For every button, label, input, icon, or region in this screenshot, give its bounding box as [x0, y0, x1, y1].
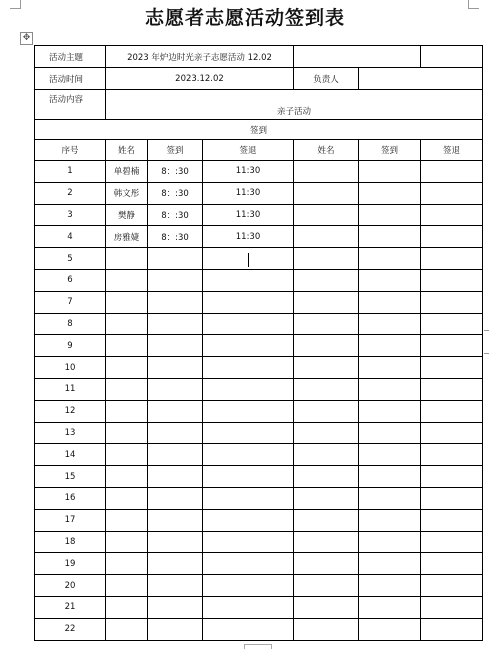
- cell-sign-out-1[interactable]: [203, 575, 294, 597]
- cell-seq: 7: [35, 291, 106, 313]
- cell-sign-out-1[interactable]: [203, 269, 294, 291]
- cell-sign-in-1[interactable]: [148, 378, 203, 400]
- cell-sign-out-2[interactable]: [421, 161, 483, 183]
- cell-sign-in-1[interactable]: [148, 531, 203, 553]
- cell-sign-out-2[interactable]: [421, 226, 483, 248]
- cell-sign-in-2[interactable]: [359, 291, 421, 313]
- cell-seq: 2: [35, 182, 106, 204]
- ruler-mark: [484, 353, 489, 354]
- table-row: [35, 575, 483, 597]
- cell-sign-out-1[interactable]: [203, 378, 294, 400]
- document-title: 志愿者志愿活动签到表: [144, 7, 345, 29]
- cell-sign-in-1[interactable]: [148, 291, 203, 313]
- cell-name-2[interactable]: [294, 161, 359, 183]
- cell-sign-in-1[interactable]: [148, 466, 203, 488]
- table-row: [35, 313, 483, 335]
- cell-seq: 17: [35, 509, 106, 531]
- cell-sign-out-2[interactable]: [421, 357, 483, 379]
- cell-sign-in-2[interactable]: [359, 313, 421, 335]
- table-row: [35, 335, 483, 357]
- theme-value[interactable]: 2023 年炉边时光亲子志愿活动 12.02: [106, 46, 294, 68]
- table-row: [35, 291, 483, 313]
- cell-sign-in-2[interactable]: [359, 269, 421, 291]
- cell-sign-in-2[interactable]: [359, 226, 421, 248]
- cell-name-2[interactable]: [294, 422, 359, 444]
- cell-name-1[interactable]: 单碧楠: [106, 161, 148, 183]
- cell-seq: 13: [35, 422, 106, 444]
- cell-sign-in-2[interactable]: [359, 509, 421, 531]
- cell-sign-in-1[interactable]: [148, 596, 203, 618]
- cell-sign-in-2[interactable]: [359, 248, 421, 270]
- table-row: [35, 226, 483, 248]
- cell-sign-out-1[interactable]: [203, 400, 294, 422]
- cell-seq: 8: [35, 313, 106, 335]
- cell-sign-in-1[interactable]: [148, 269, 203, 291]
- cell-name-1[interactable]: 樊静: [106, 204, 148, 226]
- cell-name-1[interactable]: [106, 618, 148, 640]
- cell-sign-in-1[interactable]: [148, 313, 203, 335]
- sign-header-row: [35, 120, 483, 140]
- text-cursor: [248, 253, 249, 267]
- theme-extra-cell[interactable]: [294, 46, 421, 68]
- cell-sign-in-2[interactable]: [359, 335, 421, 357]
- cell-sign-out-2[interactable]: [421, 466, 483, 488]
- cell-sign-out-1[interactable]: [203, 466, 294, 488]
- table-row: [35, 357, 483, 379]
- table-row: [35, 422, 483, 444]
- cell-sign-out-2[interactable]: [421, 487, 483, 509]
- leader-value[interactable]: [359, 68, 483, 90]
- cell-sign-out-2[interactable]: [421, 509, 483, 531]
- cell-sign-out-2[interactable]: [421, 182, 483, 204]
- cell-sign-out-1[interactable]: [203, 422, 294, 444]
- table-row: [35, 466, 483, 488]
- cell-name-1[interactable]: [106, 531, 148, 553]
- cell-name-2[interactable]: [294, 531, 359, 553]
- table-row: [35, 487, 483, 509]
- cell-seq: 6: [35, 269, 106, 291]
- cell-name-2[interactable]: [294, 226, 359, 248]
- cell-sign-out-2[interactable]: [421, 313, 483, 335]
- cell-sign-out-2[interactable]: [421, 378, 483, 400]
- cell-sign-in-1[interactable]: [148, 509, 203, 531]
- table-row: [35, 248, 483, 270]
- time-label: 活动时间: [35, 68, 106, 90]
- cell-seq: 18: [35, 531, 106, 553]
- cell-sign-out-1[interactable]: [203, 531, 294, 553]
- cell-sign-in-1[interactable]: [148, 444, 203, 466]
- cell-sign-in-2[interactable]: [359, 357, 421, 379]
- cell-sign-in-1[interactable]: 8：:30: [148, 182, 203, 204]
- table-row: [35, 161, 483, 183]
- cell-sign-out-2[interactable]: [421, 291, 483, 313]
- cell-name-2[interactable]: [294, 357, 359, 379]
- cell-sign-in-1[interactable]: [148, 575, 203, 597]
- cell-seq: 5: [35, 248, 106, 270]
- cell-name-2[interactable]: [294, 553, 359, 575]
- cell-sign-out-1[interactable]: 11:30: [203, 226, 294, 248]
- column-header-name-2: 姓名: [294, 140, 359, 161]
- ruler-mark: [484, 330, 489, 331]
- cell-sign-in-2[interactable]: [359, 204, 421, 226]
- cell-sign-in-2[interactable]: [359, 422, 421, 444]
- cell-sign-out-1[interactable]: [203, 487, 294, 509]
- cell-name-2[interactable]: [294, 204, 359, 226]
- cell-name-2[interactable]: [294, 335, 359, 357]
- cell-name-2[interactable]: [294, 487, 359, 509]
- cell-name-1[interactable]: [106, 487, 148, 509]
- cell-sign-out-1[interactable]: [203, 444, 294, 466]
- table-row: [35, 444, 483, 466]
- cell-seq: 21: [35, 596, 106, 618]
- cell-sign-in-2[interactable]: [359, 161, 421, 183]
- cell-name-1[interactable]: [106, 248, 148, 270]
- cell-name-1[interactable]: [106, 335, 148, 357]
- cell-sign-in-2[interactable]: [359, 553, 421, 575]
- cell-sign-out-1[interactable]: [203, 596, 294, 618]
- cell-sign-in-1[interactable]: [148, 422, 203, 444]
- table-row: [35, 596, 483, 618]
- cell-name-2[interactable]: [294, 248, 359, 270]
- cell-sign-out-2[interactable]: [421, 248, 483, 270]
- cell-sign-in-2[interactable]: [359, 596, 421, 618]
- cell-sign-out-1[interactable]: [203, 291, 294, 313]
- cell-sign-in-2[interactable]: [359, 378, 421, 400]
- cell-sign-out-2[interactable]: [421, 444, 483, 466]
- cell-sign-in-1[interactable]: [148, 618, 203, 640]
- cell-sign-in-1[interactable]: 8：:30: [148, 226, 203, 248]
- cell-seq: 15: [35, 466, 106, 488]
- cell-seq: 22: [35, 618, 106, 640]
- cell-sign-in-1[interactable]: [148, 248, 203, 270]
- content-label: 活动内容: [35, 90, 106, 120]
- cell-sign-out-1[interactable]: [203, 357, 294, 379]
- cell-seq: 9: [35, 335, 106, 357]
- cell-sign-in-2[interactable]: [359, 182, 421, 204]
- cell-sign-out-2[interactable]: [421, 531, 483, 553]
- cell-sign-in-1[interactable]: [148, 357, 203, 379]
- cell-name-2[interactable]: [294, 466, 359, 488]
- cell-name-2[interactable]: [294, 575, 359, 597]
- cell-sign-in-2[interactable]: [359, 531, 421, 553]
- cell-name-1[interactable]: [106, 553, 148, 575]
- cell-seq: 20: [35, 575, 106, 597]
- cell-name-1[interactable]: [106, 269, 148, 291]
- cell-name-1[interactable]: 房雅婕: [106, 226, 148, 248]
- table-row: [35, 269, 483, 291]
- cell-sign-out-2[interactable]: [421, 204, 483, 226]
- cell-name-2[interactable]: [294, 618, 359, 640]
- cell-sign-out-1[interactable]: 11:30: [203, 204, 294, 226]
- cell-name-1[interactable]: [106, 575, 148, 597]
- cell-sign-out-1[interactable]: [203, 509, 294, 531]
- cell-name-1[interactable]: [106, 357, 148, 379]
- cell-seq: 1: [35, 161, 106, 183]
- cell-name-2[interactable]: [294, 596, 359, 618]
- column-header-seq: 序号: [35, 140, 106, 161]
- cell-sign-in-2[interactable]: [359, 618, 421, 640]
- column-header-sign-out-1: 签退: [203, 140, 294, 161]
- cell-sign-in-1[interactable]: [148, 400, 203, 422]
- table-row: [35, 182, 483, 204]
- column-header-sign-out-2: 签退: [421, 140, 483, 161]
- cell-seq: 19: [35, 553, 106, 575]
- cell-name-1[interactable]: [106, 466, 148, 488]
- cell-name-1[interactable]: [106, 596, 148, 618]
- cell-name-2[interactable]: [294, 378, 359, 400]
- content-value[interactable]: 亲子活动: [106, 90, 483, 120]
- time-value[interactable]: 2023.12.02: [106, 68, 294, 90]
- cell-name-2[interactable]: [294, 509, 359, 531]
- page-bottom-marker: [244, 644, 272, 649]
- theme-extra-cell-2[interactable]: [421, 46, 483, 68]
- cell-name-1[interactable]: [106, 291, 148, 313]
- cell-sign-in-2[interactable]: [359, 487, 421, 509]
- cell-sign-in-1[interactable]: 8：:30: [148, 204, 203, 226]
- column-header-sign-in-2: 签到: [359, 140, 421, 161]
- cell-seq: 3: [35, 204, 106, 226]
- cell-sign-out-1[interactable]: [203, 553, 294, 575]
- cell-sign-out-2[interactable]: [421, 269, 483, 291]
- cell-sign-out-2[interactable]: [421, 400, 483, 422]
- cell-sign-in-2[interactable]: [359, 400, 421, 422]
- cell-sign-out-2[interactable]: [421, 335, 483, 357]
- cell-sign-in-1[interactable]: [148, 335, 203, 357]
- theme-label: 活动主题: [35, 46, 106, 68]
- cell-sign-out-2[interactable]: [421, 553, 483, 575]
- cell-sign-out-1[interactable]: [203, 618, 294, 640]
- leader-label: 负责人: [294, 68, 359, 90]
- table-row: [35, 204, 483, 226]
- column-header-name-1: 姓名: [106, 140, 148, 161]
- table-row: [35, 553, 483, 575]
- cell-name-1[interactable]: 韩文彤: [106, 182, 148, 204]
- cell-sign-in-1[interactable]: 8：:30: [148, 161, 203, 183]
- sign-in-table: [34, 45, 483, 641]
- column-header-row: [35, 140, 483, 161]
- cell-seq: 11: [35, 378, 106, 400]
- cell-sign-in-1[interactable]: [148, 487, 203, 509]
- cell-name-2[interactable]: [294, 400, 359, 422]
- table-row: [35, 618, 483, 640]
- cell-sign-out-2[interactable]: [421, 618, 483, 640]
- cell-sign-in-2[interactable]: [359, 466, 421, 488]
- table-row: [35, 509, 483, 531]
- cell-name-1[interactable]: [106, 444, 148, 466]
- cell-name-2[interactable]: [294, 313, 359, 335]
- cell-name-1[interactable]: [106, 378, 148, 400]
- cell-name-1[interactable]: [106, 422, 148, 444]
- cell-sign-in-2[interactable]: [359, 575, 421, 597]
- cell-sign-out-1[interactable]: 11:30: [203, 161, 294, 183]
- cell-sign-out-1[interactable]: [203, 313, 294, 335]
- info-row-time: [35, 68, 483, 90]
- cell-name-2[interactable]: [294, 182, 359, 204]
- cell-seq: 12: [35, 400, 106, 422]
- cell-sign-out-1[interactable]: [203, 335, 294, 357]
- column-header-sign-in-1: 签到: [148, 140, 203, 161]
- cell-sign-out-2[interactable]: [421, 596, 483, 618]
- cell-name-1[interactable]: [106, 509, 148, 531]
- cell-seq: 4: [35, 226, 106, 248]
- info-row-content: [35, 90, 483, 120]
- cell-sign-in-1[interactable]: [148, 553, 203, 575]
- table-row: [35, 531, 483, 553]
- table-row: [35, 378, 483, 400]
- cell-sign-out-2[interactable]: [421, 422, 483, 444]
- cell-name-1[interactable]: [106, 313, 148, 335]
- cell-sign-out-1[interactable]: 11:30: [203, 182, 294, 204]
- info-row-theme: [35, 46, 483, 68]
- cell-name-2[interactable]: [294, 291, 359, 313]
- cell-seq: 10: [35, 357, 106, 379]
- cell-seq: 16: [35, 487, 106, 509]
- sign-header: 签到: [35, 120, 483, 140]
- cell-sign-out-2[interactable]: [421, 575, 483, 597]
- cell-sign-in-2[interactable]: [359, 444, 421, 466]
- table-move-handle-icon[interactable]: ✥: [20, 32, 33, 45]
- cell-name-2[interactable]: [294, 269, 359, 291]
- table-row: [35, 400, 483, 422]
- cell-name-2[interactable]: [294, 444, 359, 466]
- cell-seq: 14: [35, 444, 106, 466]
- cell-name-1[interactable]: [106, 400, 148, 422]
